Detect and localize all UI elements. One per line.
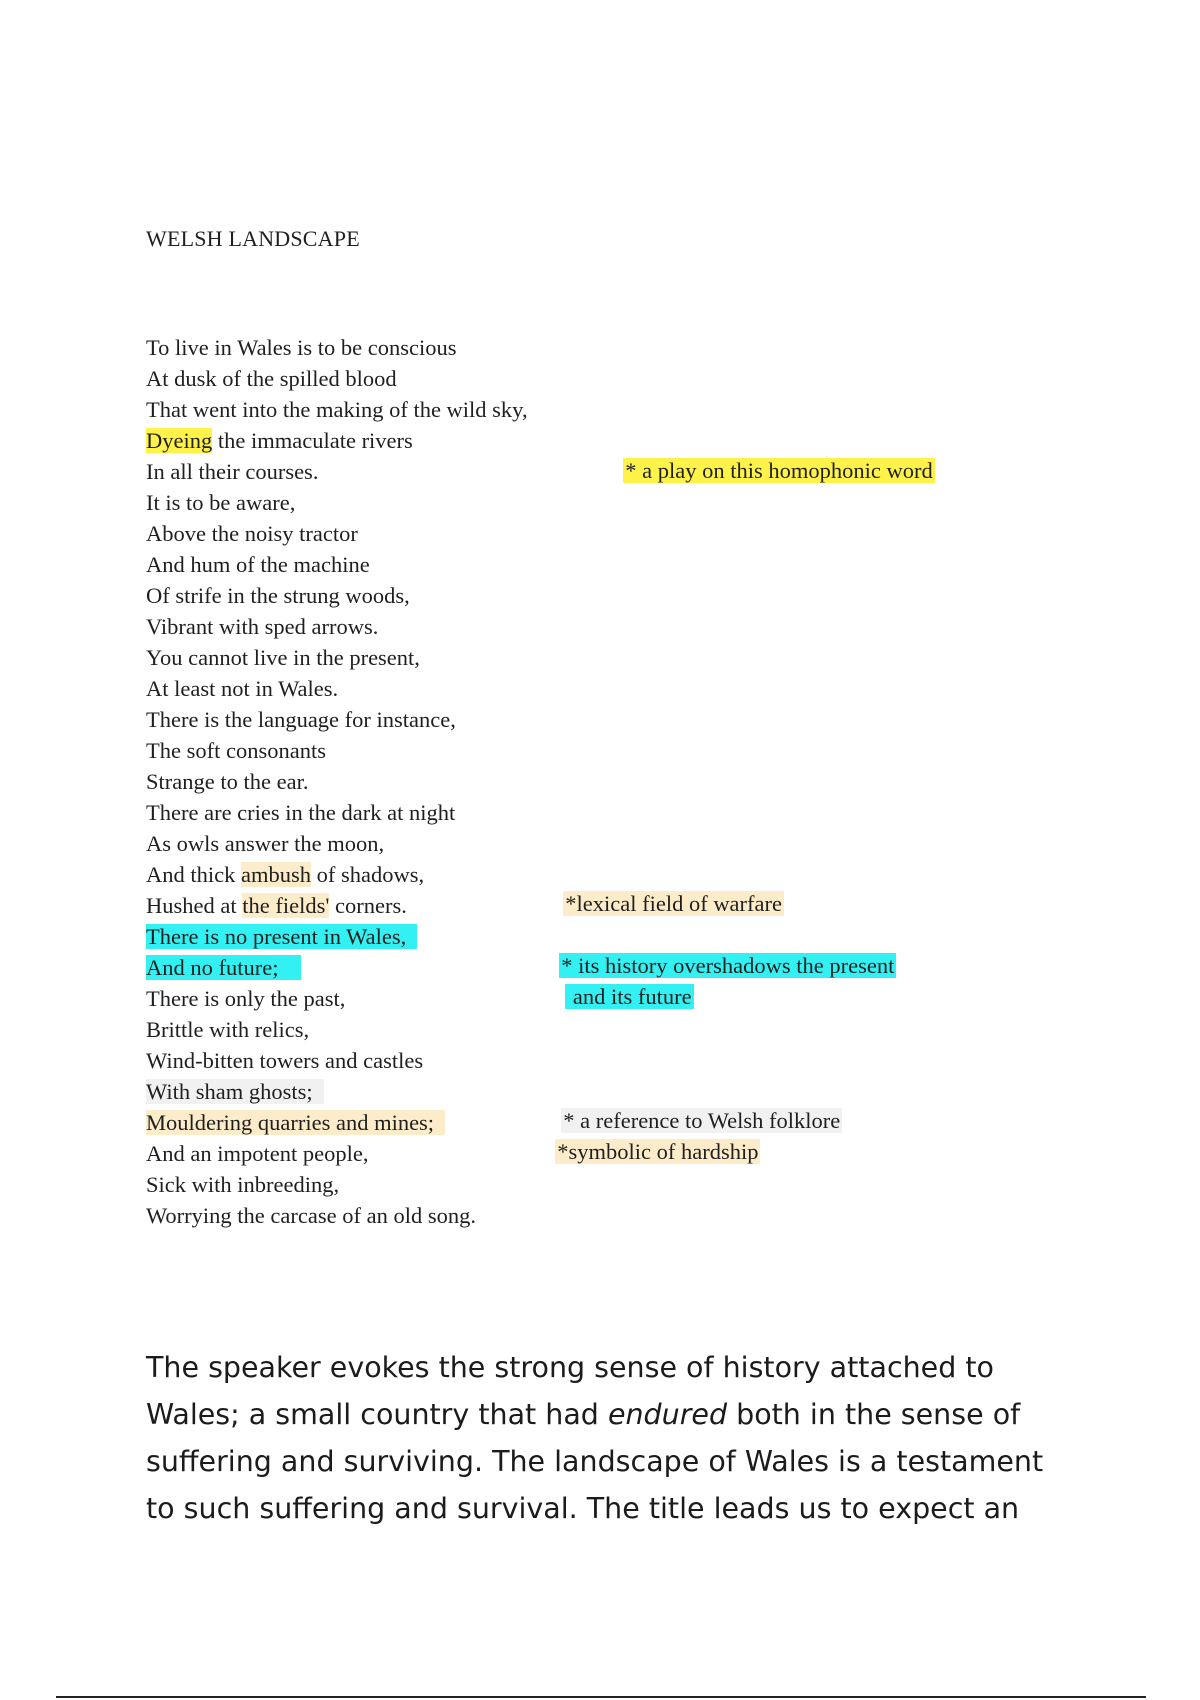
- poem-text: To live in Wales is to be conscious: [146, 335, 457, 360]
- annotation-warfare-text: *lexical field of warfare: [565, 891, 782, 916]
- annotation-hardship: [544, 1105, 760, 1164]
- poem-line: [146, 704, 528, 735]
- poem-text: Worrying the carcase of an old song.: [146, 1203, 476, 1228]
- poem-line: [146, 611, 528, 642]
- poem-text: And thick: [146, 862, 241, 887]
- poem-text: Brittle with relics,: [146, 1017, 310, 1042]
- poem-text: There is only the past,: [146, 986, 346, 1011]
- commentary-text-2: both in the sense of suffering and surviving. The landscape of Wales is a testament to such suffering and survival. The title leads us to expect an: [146, 1398, 1044, 1525]
- poem-line: [146, 487, 528, 518]
- poem-text: Vibrant with sped arrows.: [146, 614, 379, 639]
- highlighted-phrase: ambush: [241, 862, 311, 887]
- annotation-history-line1: [548, 919, 896, 978]
- annotation-homophone-text: * a play on this homophonic word: [625, 458, 933, 483]
- highlighted-phrase: And no future;: [146, 955, 301, 980]
- poem-text: the immaculate rivers: [212, 428, 413, 453]
- annotation-history-text-2: and its future: [567, 984, 692, 1009]
- annotation-hardship-text: *symbolic of hardship: [557, 1139, 759, 1164]
- poem-text: That went into the making of the wild sky,: [146, 397, 528, 422]
- annotation-warfare: [552, 857, 784, 916]
- poem-line: [146, 518, 528, 549]
- highlighted-phrase: With sham ghosts;: [146, 1079, 324, 1104]
- poem-line: [146, 1045, 528, 1076]
- commentary-paragraph: [146, 1344, 1066, 1532]
- poem-text: Strange to the ear.: [146, 769, 309, 794]
- poem-line: [146, 1200, 528, 1231]
- poem-line: [146, 394, 528, 425]
- annotation-folklore-text: * a reference to Welsh folklore: [563, 1108, 841, 1133]
- poem-line: [146, 890, 528, 921]
- annotation-homophone: [612, 424, 935, 483]
- poem-line: [146, 952, 528, 983]
- poem-text: You cannot live in the present,: [146, 645, 420, 670]
- poem-text: of shadows,: [311, 862, 425, 887]
- commentary-text-1: The speaker evokes the strong sense of history attached to Wales; a small country that had: [146, 1351, 994, 1431]
- page-bottom-rule: [56, 1696, 1146, 1698]
- annotation-history-text-1: * its history overshadows the present: [561, 953, 895, 978]
- poem-text: corners.: [329, 893, 407, 918]
- poem-line: [146, 766, 528, 797]
- poem-line: [146, 363, 528, 394]
- poem-text: It is to be aware,: [146, 490, 296, 515]
- poem-text: In all their courses.: [146, 459, 319, 484]
- poem-text: The soft consonants: [146, 738, 326, 763]
- poem-line: [146, 1014, 528, 1045]
- poem-text: Of strife in the strung woods,: [146, 583, 410, 608]
- annotation-folklore: [550, 1074, 842, 1133]
- highlighted-phrase: There is no present in Wales,: [146, 924, 418, 949]
- poem-line: [146, 921, 528, 952]
- poem-text: Above the noisy tractor: [146, 521, 358, 546]
- poem-line: [146, 828, 528, 859]
- commentary-emphasis: endured: [607, 1398, 728, 1431]
- poem-line: [146, 673, 528, 704]
- highlighted-phrase: Mouldering quarries and mines;: [146, 1110, 446, 1135]
- poem-line: [146, 456, 528, 487]
- poem-line: [146, 735, 528, 766]
- poem-line: [146, 1138, 528, 1169]
- poem-text: And an impotent people,: [146, 1141, 369, 1166]
- poem-line: [146, 1107, 528, 1138]
- poem-text: Hushed at: [146, 893, 243, 918]
- poem-line: [146, 580, 528, 611]
- poem-line: [146, 797, 528, 828]
- poem-text: There are cries in the dark at night: [146, 800, 456, 825]
- poem-line: [146, 859, 528, 890]
- poem-text: At dusk of the spilled blood: [146, 366, 397, 391]
- poem-line: [146, 332, 528, 363]
- poem-line: [146, 549, 528, 580]
- highlighted-phrase: Dyeing: [146, 428, 213, 453]
- poem-line: [146, 1076, 528, 1107]
- highlighted-phrase: the fields': [242, 893, 330, 918]
- poem-title: WELSH LANDSCAPE: [146, 226, 360, 251]
- poem-body: [146, 332, 528, 1231]
- poem-text: Sick with inbreeding,: [146, 1172, 340, 1197]
- poem-line: [146, 983, 528, 1014]
- poem-text: Wind-bitten towers and castles: [146, 1048, 424, 1073]
- poem-text: And hum of the machine: [146, 552, 370, 577]
- annotation-history-line2: [554, 950, 694, 1009]
- poem-line: [146, 425, 528, 456]
- poem-line: [146, 642, 528, 673]
- poem-text: At least not in Wales.: [146, 676, 339, 701]
- poem-line: [146, 1169, 528, 1200]
- poem-text: As owls answer the moon,: [146, 831, 385, 856]
- poem-text: There is the language for instance,: [146, 707, 456, 732]
